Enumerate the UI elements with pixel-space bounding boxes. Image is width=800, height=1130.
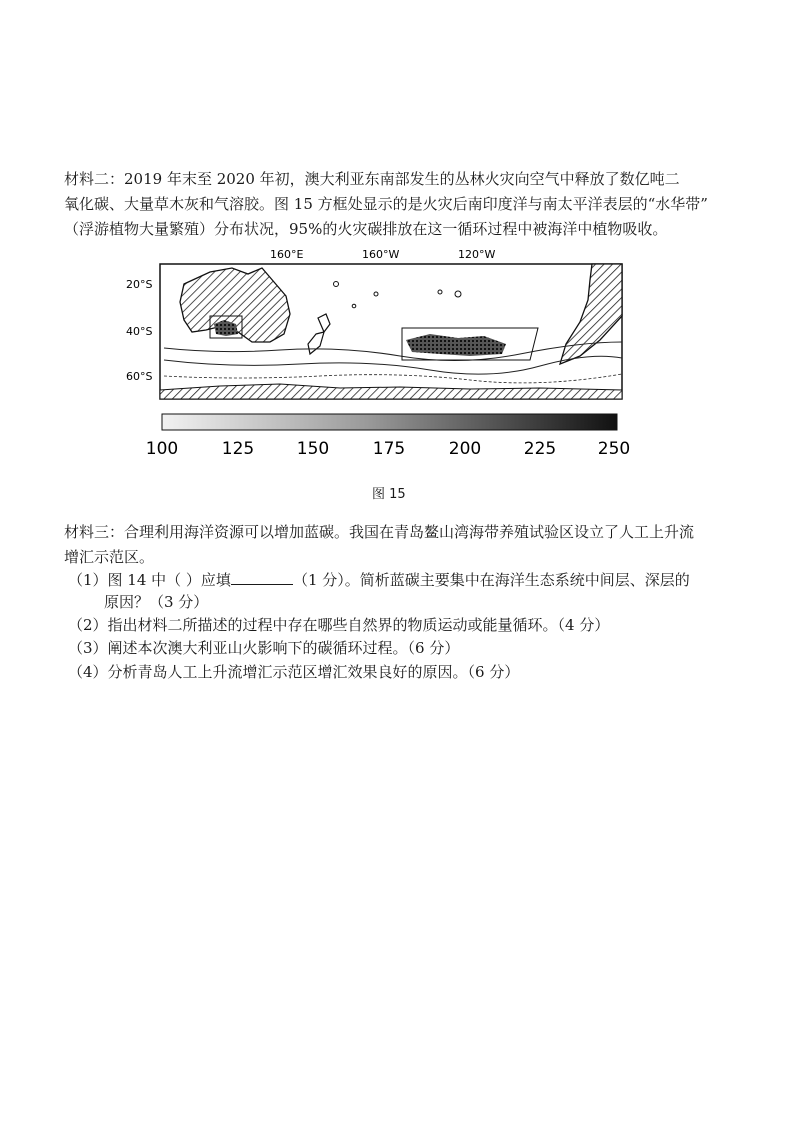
lon-label-120w: 120°W (458, 248, 496, 261)
question-2: （2）指出材料二所描述的过程中存在哪些自然界的物质运动或能量循环。（4 分） (68, 616, 610, 634)
colorbar-tick: 225 (523, 439, 557, 459)
answer-blank[interactable] (231, 570, 293, 585)
figure-15-map (126, 244, 650, 464)
colorbar (162, 414, 617, 430)
question-3: （3）阐述本次澳大利亚山火影响下的碳循环过程。（6 分） (68, 639, 460, 657)
question-1-text-b: （1 分）。简析蓝碳主要集中在海洋生态系统中间层、深层的 (292, 571, 690, 589)
material-three-line-1: 材料三：合理利用海洋资源可以增加蓝碳。我国在青岛鳌山湾海带养殖试验区设立了人工上升流 (64, 523, 695, 541)
lat-label-20s: 20°S (126, 278, 153, 291)
question-4: （4）分析青岛人工上升流增汇示范区增汇效果良好的原因。（6 分） (68, 663, 520, 681)
lon-label-160w: 160°W (362, 248, 400, 261)
lon-label-160e: 160°E (270, 248, 304, 261)
colorbar-tick: 250 (597, 439, 631, 459)
colorbar-tick: 200 (448, 439, 482, 459)
material-two-line-1: 材料二：2019 年末至 2020 年初，澳大利亚东南部发生的丛林火灾向空气中释放了数亿吨二 (64, 170, 680, 188)
material-three (64, 520, 736, 570)
question-1-text-a: （1）图 14 中（ ）应填 (68, 571, 231, 589)
question-1 (68, 569, 690, 591)
figure-caption: 图 15 (372, 487, 406, 502)
lat-label-40s: 40°S (126, 325, 153, 338)
material-two-line-2: 氧化碳、大量草木灰和气溶胶。图 15 方框处显示的是火灾后南印度洋与南太平洋表层的“水华带” (64, 195, 708, 213)
lat-label-60s: 60°S (126, 370, 153, 383)
colorbar-tick: 125 (221, 439, 255, 459)
material-three-line-2: 增汇示范区。 (64, 548, 155, 566)
colorbar-tick: 175 (372, 439, 406, 459)
colorbar-tick: 150 (296, 439, 330, 459)
material-two (64, 167, 736, 242)
material-two-line-3: （浮游植物大量繁殖）分布状况，95%的火灾碳排放在这一循环过程中被海洋中植物吸收。 (64, 220, 668, 238)
colorbar-tick: 100 (145, 439, 179, 459)
question-1-continued: 原因？（3 分） (104, 593, 209, 611)
